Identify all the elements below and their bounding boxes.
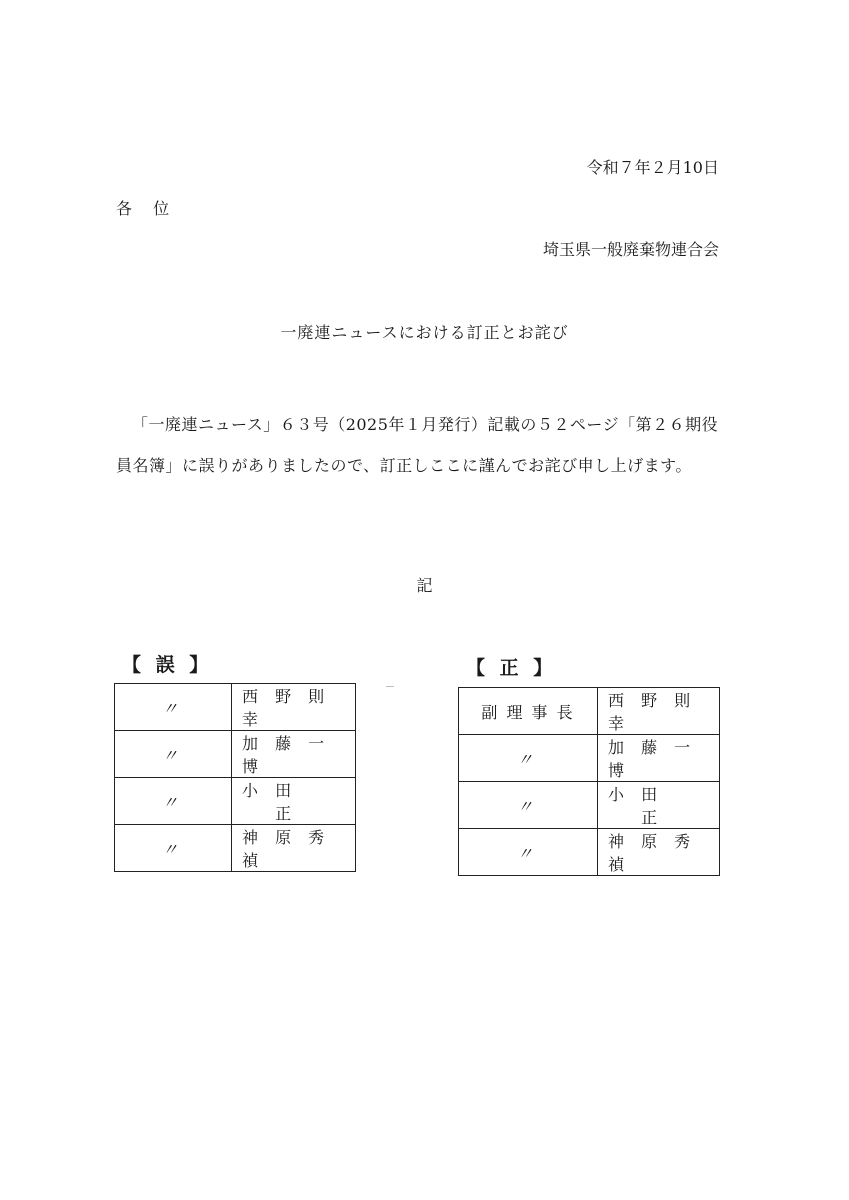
table-row bbox=[115, 778, 356, 825]
table-row bbox=[459, 829, 720, 876]
ki-heading: 記 bbox=[416, 576, 433, 595]
wrong-label: 【 誤 】 bbox=[122, 654, 213, 676]
body-paragraph: 「一廃連ニュース」６３号（2025年１月発行）記載の５２ページ「第２６期役員名簿」に誤りがありましたので、訂正しここに謹んでお詫び申し上げます。 bbox=[116, 415, 719, 475]
table-row bbox=[115, 684, 356, 731]
table-row bbox=[459, 688, 720, 735]
table-row bbox=[459, 782, 720, 829]
addressee: 各 位 bbox=[116, 199, 178, 218]
table-row bbox=[115, 731, 356, 778]
role-cell: 〃 bbox=[459, 829, 598, 876]
role-cell: 副 理 事 長 bbox=[459, 688, 598, 735]
document-date: 令和７年２月10日 bbox=[586, 158, 719, 177]
name-cell: 西 野 則 幸 bbox=[598, 688, 720, 735]
role-cell: 〃 bbox=[459, 735, 598, 782]
role-cell: 〃 bbox=[459, 782, 598, 829]
role-cell: 〃 bbox=[115, 731, 232, 778]
wrong-table bbox=[114, 683, 356, 872]
document-title: 一廃連ニュースにおける訂正とお詫び bbox=[280, 323, 569, 342]
name-cell: 神 原 秀 禎 bbox=[598, 829, 720, 876]
table-row bbox=[115, 825, 356, 872]
name-cell: 加 藤 一 博 bbox=[598, 735, 720, 782]
correct-table bbox=[458, 687, 720, 876]
name-cell: 小 田 正 bbox=[232, 778, 356, 825]
name-cell: 神 原 秀 禎 bbox=[232, 825, 356, 872]
table-row bbox=[459, 735, 720, 782]
role-cell: 〃 bbox=[115, 778, 232, 825]
role-cell: 〃 bbox=[115, 825, 232, 872]
role-cell: 〃 bbox=[115, 684, 232, 731]
name-cell: 西 野 則 幸 bbox=[232, 684, 356, 731]
name-cell: 加 藤 一 博 bbox=[232, 731, 356, 778]
sender-organization: 埼玉県一般廃棄物連合会 bbox=[542, 240, 719, 259]
name-cell: 小 田 正 bbox=[598, 782, 720, 829]
correct-label: 【 正 】 bbox=[466, 657, 557, 679]
scan-mark bbox=[386, 686, 394, 687]
